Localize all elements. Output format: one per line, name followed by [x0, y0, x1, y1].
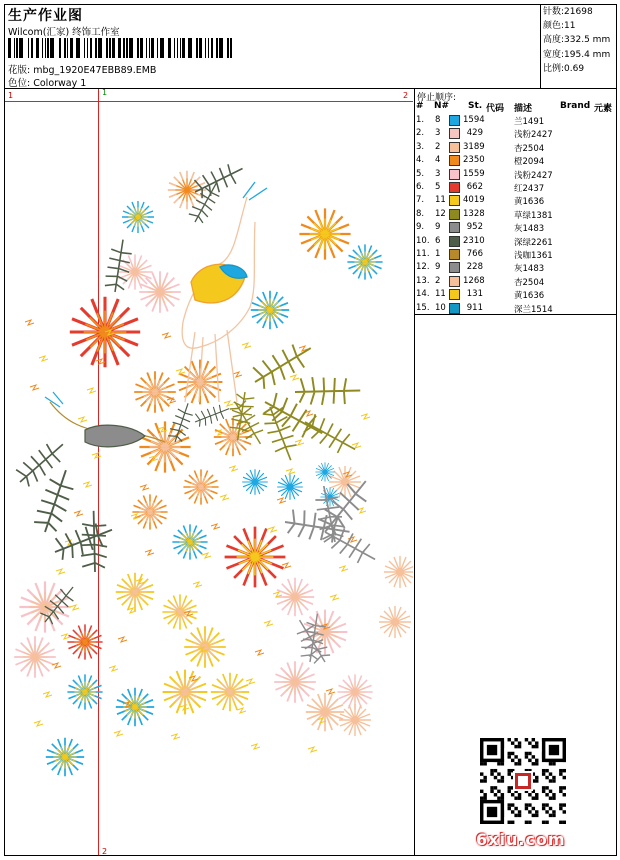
- color-swatch: [449, 195, 460, 206]
- row-stitches: 2350: [463, 155, 485, 166]
- embroidered-flower: [339, 704, 371, 736]
- row-desc: 杏2504: [514, 143, 545, 154]
- row-needle: 1: [435, 249, 441, 259]
- col-stitches: St.: [468, 101, 483, 111]
- embroidered-flower: [299, 208, 350, 259]
- row-needle: 9: [435, 222, 441, 233]
- color-swatch: [449, 262, 460, 273]
- barcode: [8, 38, 233, 58]
- row-desc: 兰1491: [514, 117, 545, 127]
- row-stitches: 662: [466, 182, 483, 192]
- col-needle: N#: [434, 101, 450, 111]
- design-label: 花版:: [8, 65, 31, 76]
- embroidered-flower: [274, 661, 316, 703]
- row-desc: 深绿2261: [514, 237, 553, 248]
- embroidered-flower: [139, 271, 181, 313]
- stop-row: [416, 141, 616, 154]
- row-needle: 11: [435, 195, 446, 206]
- header-divider: [540, 4, 541, 88]
- row-needle: 2: [435, 275, 441, 286]
- row-stitches: 4019: [463, 195, 485, 206]
- stat-height: 高度:332.5 mm: [543, 35, 611, 46]
- row-desc: 黄1636: [514, 197, 545, 208]
- row-index: 14.: [416, 289, 430, 300]
- qr-code: [480, 738, 566, 824]
- stop-row: [416, 261, 616, 274]
- row-needle: 4: [435, 155, 441, 166]
- row-index: 6.: [416, 182, 425, 192]
- embroidered-flower: [116, 688, 154, 726]
- row-needle: 10: [435, 302, 446, 313]
- row-desc: 浅咖1361: [514, 251, 553, 261]
- ruler-mark-top-left: 1: [8, 91, 14, 100]
- row-desc: 红2437: [514, 184, 545, 194]
- row-stitches: 766: [466, 249, 483, 259]
- embroidered-flower: [67, 674, 102, 709]
- row-index: 8.: [416, 208, 425, 219]
- row-desc: 杏2504: [514, 277, 545, 288]
- stop-row: [416, 221, 616, 234]
- color-swatch: [449, 128, 460, 139]
- col-index: #: [416, 101, 424, 111]
- col-desc: 描述: [514, 104, 533, 114]
- color-swatch: [449, 289, 460, 300]
- colorway-value: Colorway 1: [33, 78, 87, 89]
- row-index: 3.: [416, 141, 425, 152]
- row-index: 5.: [416, 168, 425, 179]
- color-swatch: [449, 115, 460, 126]
- row-index: 12.: [416, 262, 430, 273]
- row-stitches: 911: [466, 302, 483, 313]
- color-swatch: [449, 209, 460, 220]
- row-needle: 9: [435, 262, 441, 273]
- embroidered-flower: [277, 474, 303, 500]
- stop-row: [416, 208, 616, 221]
- embroidered-flower: [315, 462, 334, 481]
- embroidered-flower: [242, 469, 268, 495]
- stop-row: [416, 154, 616, 167]
- row-desc: 深兰1514: [514, 304, 553, 315]
- embroidered-flower: [139, 421, 190, 472]
- embroidered-flower: [211, 673, 249, 711]
- stat-stitches: 针数:21698: [543, 7, 593, 17]
- row-desc: 橙2094: [514, 157, 545, 168]
- row-index: 11.: [416, 249, 430, 259]
- row-needle: 3: [435, 168, 441, 179]
- stop-row: [416, 168, 616, 181]
- row-stitches: 1268: [463, 275, 485, 286]
- colorway-label: 色位:: [8, 78, 31, 89]
- stat-width: 宽度:195.4 mm: [543, 49, 611, 60]
- row-stitches: 1594: [463, 115, 485, 125]
- row-desc: 浅粉2427: [514, 170, 553, 181]
- row-stitches: 131: [466, 289, 483, 300]
- ruler-mark-top-mid: 1: [102, 88, 108, 97]
- panel-divider: [414, 88, 415, 856]
- row-needle: 3: [435, 128, 441, 139]
- row-desc: 灰1483: [514, 224, 545, 235]
- embroidered-flower: [67, 624, 102, 659]
- row-stitches: 3189: [463, 141, 485, 152]
- embroidered-flower: [184, 626, 226, 668]
- ruler-mark-top-right: 2: [403, 91, 409, 100]
- stop-sequence-title: 停止顺序:: [417, 93, 457, 103]
- colorway-info: [8, 75, 86, 89]
- site-watermark: 6xiu.com: [476, 830, 566, 849]
- row-index: 13.: [416, 275, 430, 286]
- stats-block: [543, 5, 610, 76]
- ruler-mark-bottom-mid: 2: [102, 847, 108, 856]
- embroidered-flower: [251, 291, 289, 329]
- embroidered-flower: [14, 636, 56, 678]
- stop-row: [416, 127, 616, 140]
- embroidered-flower: [132, 494, 167, 529]
- stop-row: [416, 194, 616, 207]
- row-stitches: 228: [466, 262, 483, 273]
- embroidered-flower: [384, 556, 413, 588]
- stop-row: [416, 248, 616, 261]
- stop-row: [416, 235, 616, 248]
- company-name: Wilcom(汇家) 终饰工作室: [8, 27, 120, 38]
- row-desc: 黄1636: [514, 291, 545, 302]
- row-needle: 6: [435, 235, 441, 246]
- stop-table-header: [416, 101, 616, 113]
- stop-row: [416, 288, 616, 301]
- stop-row: [416, 181, 616, 194]
- embroidered-flower: [117, 254, 152, 289]
- row-stitches: 952: [466, 222, 483, 233]
- embroidered-flower: [46, 738, 84, 776]
- header-bottom-line: [4, 88, 617, 89]
- embroidered-flower: [276, 578, 314, 616]
- row-stitches: 2310: [463, 235, 485, 246]
- row-needle: 11: [435, 289, 446, 300]
- embroidered-flower: [225, 527, 286, 588]
- stat-colors: 颜色:11: [543, 21, 576, 32]
- embroidered-flower: [163, 670, 208, 715]
- row-stitches: 1559: [463, 168, 485, 179]
- row-index: 10.: [416, 235, 430, 246]
- row-index: 15.: [416, 302, 430, 313]
- row-needle: 2: [435, 141, 441, 152]
- design-value: mbg_1920E47EBB89.EMB: [33, 65, 157, 76]
- row-index: 4.: [416, 155, 425, 166]
- row-stitches: 1328: [463, 208, 485, 219]
- col-code: 代码: [486, 104, 505, 114]
- color-swatch: [449, 169, 460, 180]
- color-swatch: [449, 155, 460, 166]
- embroidery-design-preview: [5, 102, 413, 854]
- color-swatch: [449, 236, 460, 247]
- row-index: 1.: [416, 115, 425, 125]
- col-brand: Brand: [560, 101, 591, 111]
- embroidered-flower: [172, 524, 207, 559]
- row-stitches: 429: [466, 128, 483, 139]
- embroidered-flower: [116, 573, 154, 611]
- row-index: 7.: [416, 195, 425, 206]
- color-swatch: [449, 276, 460, 287]
- stop-row: [416, 302, 616, 315]
- embroidered-flower: [347, 244, 382, 279]
- color-swatch: [449, 182, 460, 193]
- page-title: 生产作业图: [8, 8, 83, 24]
- row-needle: 8: [435, 115, 441, 125]
- embroidered-flower: [162, 594, 197, 629]
- row-needle: 12: [435, 208, 446, 219]
- row-index: 9.: [416, 222, 425, 233]
- color-swatch: [449, 222, 460, 233]
- stat-scale: 比例:0.69: [543, 63, 585, 74]
- embroidered-flower: [379, 606, 411, 638]
- row-desc: 浅粉2427: [514, 130, 553, 141]
- row-index: 2.: [416, 128, 425, 139]
- color-swatch: [449, 249, 460, 260]
- stop-row: [416, 114, 616, 127]
- stop-row: [416, 275, 616, 288]
- color-swatch: [449, 142, 460, 153]
- embroidered-flower: [306, 693, 344, 731]
- col-element: 元素: [594, 104, 613, 114]
- embroidered-flower: [122, 201, 154, 233]
- embroidered-flower: [214, 418, 252, 456]
- color-swatch: [449, 303, 460, 314]
- row-desc: 灰1483: [514, 264, 545, 275]
- embroidered-flower: [183, 469, 218, 504]
- design-info: [8, 62, 156, 76]
- embroidered-flower: [134, 371, 176, 413]
- row-desc: 草绿1381: [514, 210, 553, 221]
- row-needle: 5: [435, 182, 441, 192]
